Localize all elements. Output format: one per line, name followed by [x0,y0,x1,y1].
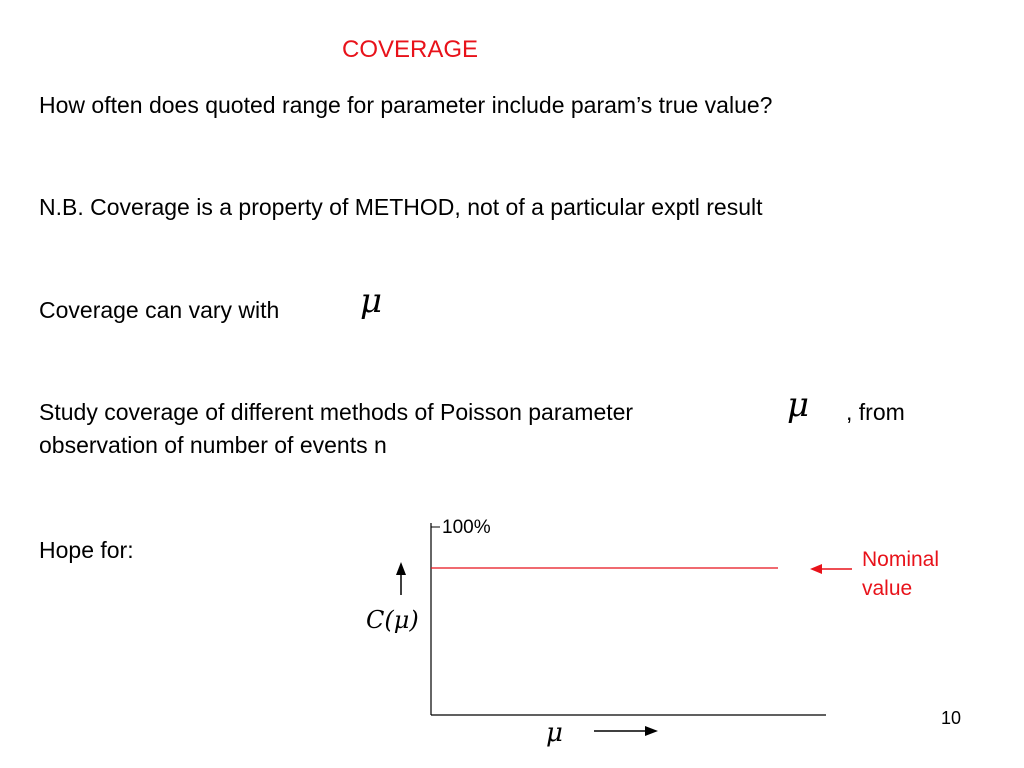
mu-symbol: μ [360,281,383,321]
x-mu-label: μ [546,718,563,748]
hope-text: Hope for: [39,537,134,563]
page-number: 10 [941,708,962,728]
nominal-value-label [862,545,939,603]
top-label: 100% [442,517,491,538]
c-of-mu-label: C(μ) [366,606,419,634]
nominal-line1: Nominal [862,548,940,571]
study-text-part2: observation of number of events n [39,432,387,458]
question-text: How often does quoted range for parameter include param’s true value? [39,92,773,118]
slide-title: COVERAGE [341,36,479,63]
nominal-line2: value [862,577,913,600]
up-arrow-head [396,562,406,575]
mu-symbol: μ [787,385,810,425]
right-arrow-head [645,726,658,736]
nominal-arrow-head [810,564,822,574]
nb-text: N.B. Coverage is a property of METHOD, not of a particular exptl result [39,194,763,220]
study-text-tail: , from [846,399,905,425]
vary-text: Coverage can vary with [39,297,280,323]
study-text-part1: Study coverage of different methods of Poisson parameter [39,399,634,425]
